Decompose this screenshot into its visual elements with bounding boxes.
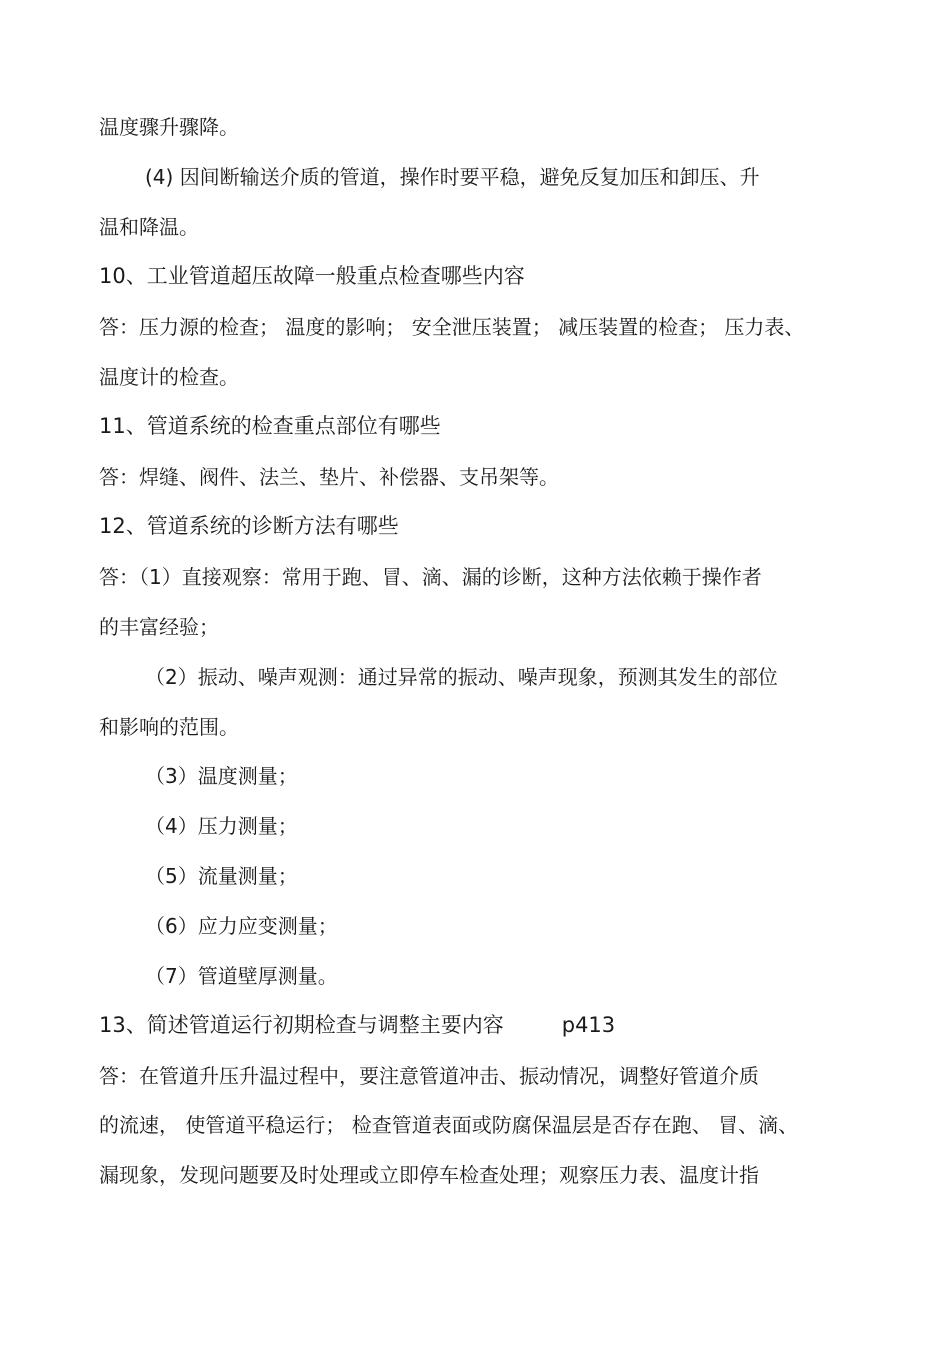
list-item: （6）应力应变测量； <box>145 914 338 938</box>
question-heading-text: 13、简述管道运行初期检查与调整主要内容 <box>99 1013 504 1037</box>
question-heading: 10、工业管道超压故障一般重点检查哪些内容 <box>99 264 525 288</box>
list-item: （3）温度测量； <box>145 764 298 788</box>
question-heading <box>99 1012 615 1038</box>
list-item: （5）流量测量； <box>145 864 298 888</box>
answer-line: 的流速， 使管道平稳运行； 检查管道表面或防腐保温层是否存在跑、 冒、滴、 <box>99 1113 799 1137</box>
question-heading: 11、管道系统的检查重点部位有哪些 <box>99 414 441 438</box>
answer-line: 答：在管道升压升温过程中，要注意管道冲击、振动情况，调整好管道介质 <box>99 1064 759 1088</box>
text-line: (4) 因间断输送介质的管道，操作时要平稳，避免反复加压和卸压、升 <box>145 165 760 189</box>
list-item: （4）压力测量； <box>145 814 298 838</box>
list-item: （7）管道壁厚测量。 <box>145 964 338 988</box>
answer-line: 答：（1）直接观察：常用于跑、冒、滴、漏的诊断，这种方法依赖于操作者 <box>99 565 762 589</box>
text-line: 温度骤升骤降。 <box>99 115 239 139</box>
answer-line: 答：焊缝、阀件、法兰、垫片、补偿器、支吊架等。 <box>99 465 559 489</box>
text-line: 温和降温。 <box>99 215 199 239</box>
answer-line: 温度计的检查。 <box>99 365 239 389</box>
page-reference: p413 <box>561 1013 616 1037</box>
list-item: （2）振动、噪声观测：通过异常的振动、噪声现象，预测其发生的部位 <box>145 665 778 689</box>
answer-line: 的丰富经验； <box>99 615 219 639</box>
question-heading: 12、管道系统的诊断方法有哪些 <box>99 514 399 538</box>
answer-line: 答：压力源的检查； 温度的影响； 安全泄压装置； 减压装置的检查； 压力表、 <box>99 315 805 339</box>
answer-line: 漏现象，发现问题要及时处理或立即停车检查处理；观察压力表、温度计指 <box>99 1163 759 1187</box>
answer-line: 和影响的范围。 <box>99 715 239 739</box>
